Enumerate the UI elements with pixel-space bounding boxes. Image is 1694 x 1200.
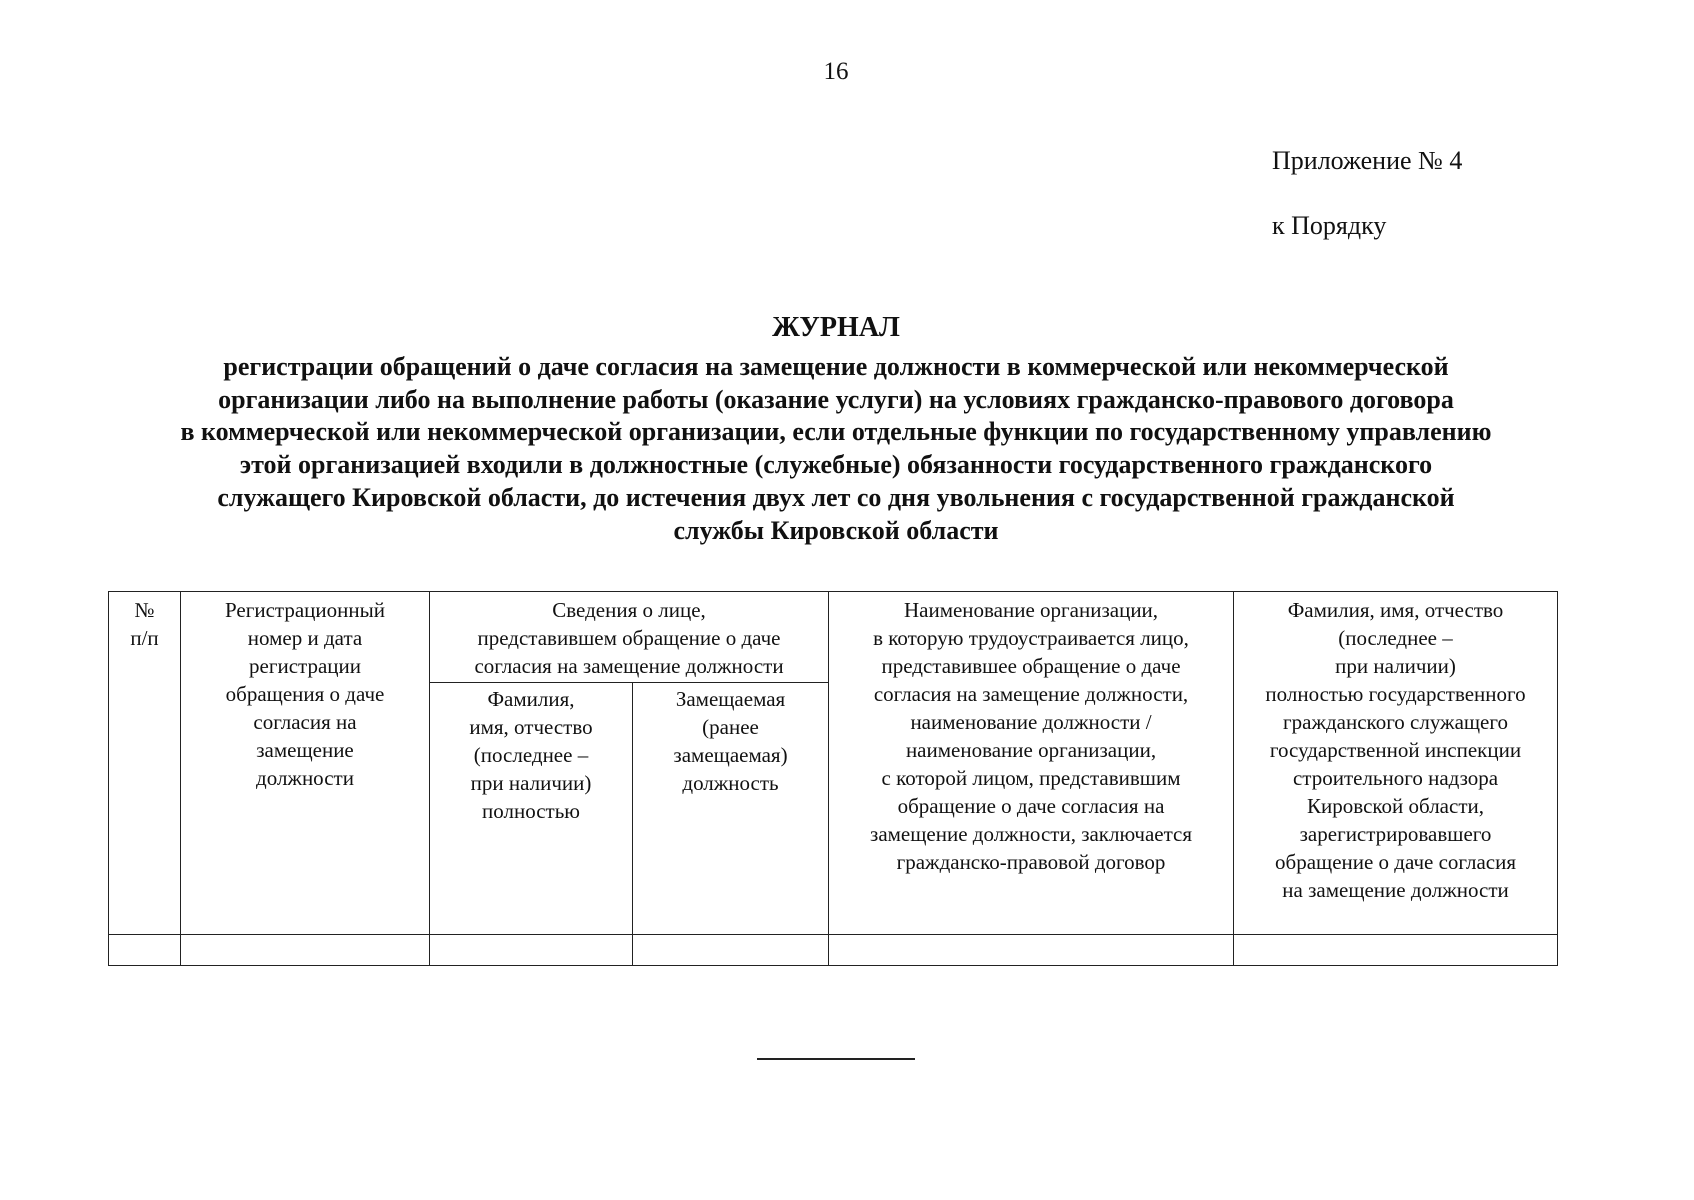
journal-subtitle-line: службы Кировской области — [673, 515, 999, 545]
table-cell — [430, 935, 633, 966]
table-cell — [181, 935, 430, 966]
header-text-line: Кировской области, — [1307, 794, 1484, 818]
header-text-line: при наличии) — [470, 771, 592, 795]
header-text-line: Замещаемая — [675, 687, 786, 711]
table-cell — [1234, 935, 1558, 966]
header-text-line: должности — [256, 766, 354, 790]
header-fio — [430, 683, 633, 935]
bottom-divider — [757, 1058, 915, 1060]
journal-title: ЖУРНАЛ — [772, 312, 900, 343]
header-text-line: (ранее — [702, 715, 759, 739]
header-text-line: полностью государственного — [1265, 682, 1526, 706]
header-text-line: при наличии) — [1335, 654, 1456, 678]
journal-subtitle-line: организации либо на выполнение работы (оказание услуги) на условиях гражданско-правового договора — [218, 384, 1454, 414]
header-text-line: обращения о даче — [225, 682, 385, 706]
table-cell — [829, 935, 1234, 966]
journal-subtitle-line: в коммерческой или некоммерческой организации, если отдельные функции по государственному управлению — [180, 417, 1492, 447]
header-text-line: согласия на — [253, 710, 357, 734]
header-text-line: полностью — [482, 799, 580, 823]
journal-subtitle-line: регистрации обращений о даче согласия на замещение должности в коммерческой или некоммерческой — [223, 352, 1449, 381]
header-text-line: должность — [682, 771, 779, 795]
header-text-line: наименование должности / — [910, 710, 1152, 734]
header-text-line: регистрации — [249, 654, 361, 678]
header-text-line: замещение — [256, 738, 354, 762]
header-text-line: Фамилия, имя, отчество — [1287, 598, 1504, 622]
header-text-line: представившее обращение о даче — [881, 654, 1181, 678]
header-text-line: гражданского служащего — [1283, 710, 1508, 734]
journal-subtitle — [0, 351, 1672, 547]
header-text-line: согласия на замещение должности — [474, 654, 784, 678]
header-text-line: Регистрационный — [225, 598, 385, 622]
header-text-line: № — [134, 598, 155, 622]
header-text-line: номер и дата — [247, 626, 363, 650]
table-row — [109, 935, 1558, 966]
header-text-line: с которой лицом, представившим — [881, 766, 1181, 790]
table-cell — [109, 935, 181, 966]
header-text-line: обращение о даче согласия — [1275, 850, 1516, 874]
header-text-line: согласия на замещение должности, — [873, 682, 1189, 706]
header-text-line: замещаемая) — [673, 743, 788, 767]
header-text-line: Наименование организации, — [903, 598, 1159, 622]
header-text-line: в которую трудоустраивается лицо, — [873, 626, 1189, 650]
journal-subtitle-line: этой организацией входили в должностные (служебные) обязанности государственного гражданского — [239, 450, 1433, 480]
header-registration — [181, 592, 430, 935]
header-number — [109, 592, 181, 935]
header-text-line: гражданско-правовой договор — [896, 850, 1166, 874]
header-text-line: п/п — [130, 626, 159, 650]
journal-subtitle-line: служащего Кировской области, до истечения двух лет со дня увольнения с государственной гражданской — [217, 482, 1455, 512]
header-text-line: имя, отчество — [469, 715, 593, 739]
header-text-line: государственной инспекции — [1269, 738, 1522, 762]
header-text-line: на замещение должности — [1282, 878, 1509, 902]
header-text-line: зарегистрировавшего — [1299, 822, 1492, 846]
header-text-line: наименование организации, — [905, 738, 1157, 762]
page-number: 16 — [823, 58, 849, 85]
appendix-label: Приложение № 4 — [1272, 146, 1463, 175]
header-organization — [829, 592, 1234, 935]
header-text-line: представившем обращение о даче — [477, 626, 781, 650]
header-text-line: (последнее – — [1338, 626, 1453, 650]
table-cell — [633, 935, 829, 966]
header-text-line: Фамилия, — [487, 687, 575, 711]
header-text-line: обращение о даче согласия на — [897, 794, 1165, 818]
table-header-row — [109, 592, 1558, 683]
header-person-group — [430, 592, 829, 683]
header-text-line: Сведения о лице, — [552, 598, 706, 622]
journal-table — [108, 591, 1558, 966]
header-text-line: (последнее – — [473, 743, 589, 767]
header-text-line: замещение должности, заключается — [870, 822, 1192, 846]
header-position — [633, 683, 829, 935]
header-employee — [1234, 592, 1558, 935]
header-text-line: строительного надзора — [1292, 766, 1499, 790]
appendix-reference: к Порядку — [1272, 211, 1387, 240]
